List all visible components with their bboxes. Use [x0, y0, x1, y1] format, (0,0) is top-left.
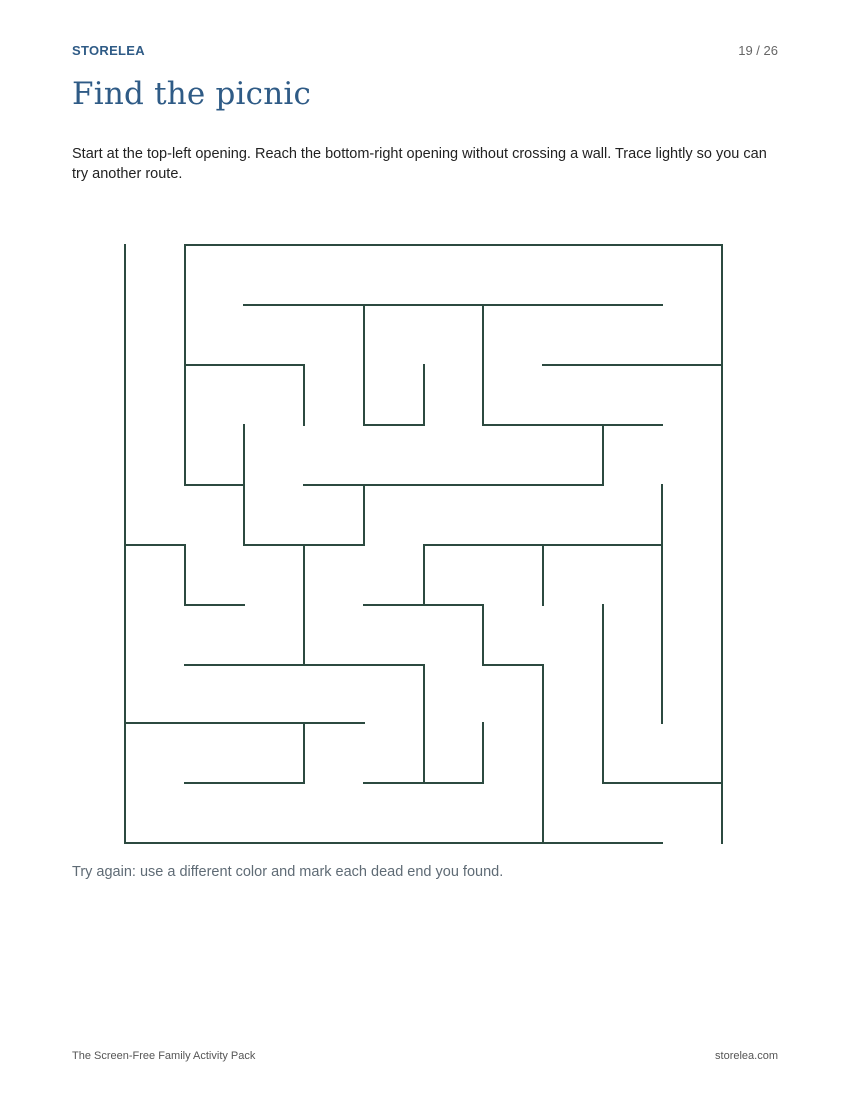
page-title: Find the picnic [72, 76, 312, 112]
try-again-hint: Try again: use a different color and mark each dead end you found. [72, 864, 504, 880]
footer-website: storelea.com [715, 1050, 778, 1062]
footer-title: The Screen-Free Family Activity Pack [72, 1050, 256, 1062]
brand-name: STORELEA [72, 43, 145, 58]
page-indicator: 19 / 26 [738, 43, 778, 58]
instructions-text: Start at the top-left opening. Reach the bottom-right opening without crossing a wall. Trace lightly so you can try another route. [72, 146, 767, 182]
